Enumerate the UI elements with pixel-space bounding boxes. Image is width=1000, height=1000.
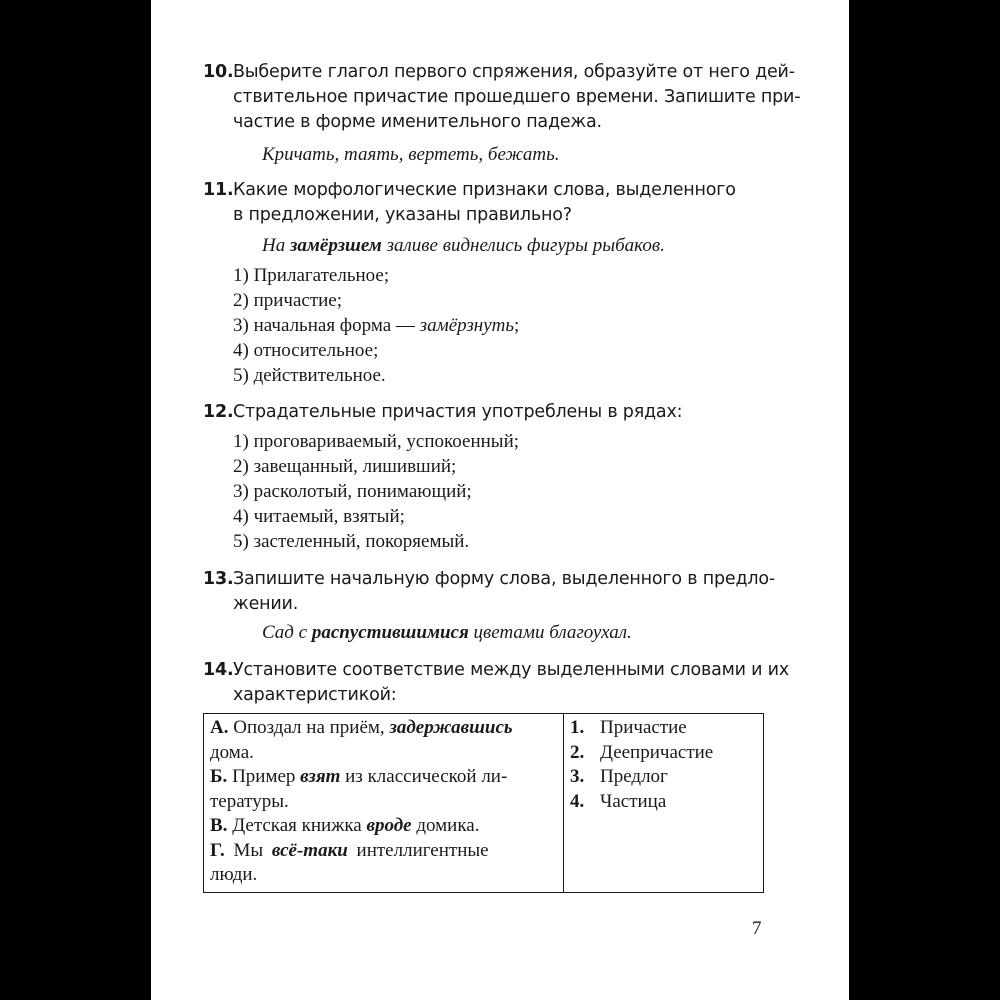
- characteristic: [570, 716, 757, 741]
- option: [233, 313, 519, 338]
- highlighted-word: задержавшись: [389, 717, 513, 738]
- item-text: Пример: [227, 766, 301, 787]
- example-text: заливе виднелись фигуры рыбаков.: [381, 235, 665, 256]
- characteristic-label: Частица: [600, 790, 667, 812]
- item-text: Детская книжка: [227, 815, 367, 836]
- question-text: характеристикой:: [233, 685, 397, 705]
- characteristic-label: Деепричастие: [600, 741, 714, 763]
- question-text: частие в форме именительного падежа.: [233, 112, 602, 132]
- item-letter: Г.: [210, 839, 225, 861]
- option: 2) завещанный, лишивший;: [233, 456, 457, 477]
- items-column: [204, 714, 564, 893]
- highlighted-word: взят: [300, 766, 341, 787]
- question-13: [203, 567, 778, 617]
- option-punct: ;: [514, 315, 520, 336]
- option: 4) относительное;: [233, 340, 379, 361]
- option: 2) причастие;: [233, 290, 343, 311]
- question-text: Запишите начальную форму слова, выделенного в предло-: [233, 569, 775, 589]
- characteristic-label: Предлог: [600, 766, 668, 787]
- answer-options: [233, 429, 519, 554]
- answer-options: [233, 263, 519, 388]
- highlighted-word: замёрзшем: [289, 235, 382, 256]
- option: 3) расколотый, понимающий;: [233, 481, 472, 502]
- item-letter: В.: [210, 815, 228, 836]
- characteristic-label: Причастие: [600, 717, 687, 738]
- item-v: [210, 814, 557, 839]
- item-text: из классической ли-: [340, 766, 508, 787]
- question-number: 13.: [203, 569, 234, 589]
- option-text: 3) начальная форма —: [233, 315, 420, 336]
- question-text: ствительное причастие прошедшего времени. Запишите при-: [233, 87, 801, 107]
- option: 5) действительное.: [233, 365, 386, 386]
- characteristic-number: 2.: [570, 741, 585, 763]
- characteristic: [570, 765, 757, 790]
- option: 1) проговариваемый, успокоенный;: [233, 431, 520, 452]
- example-text: цветами благоухал.: [468, 622, 632, 643]
- option-italic-word: замёрзнуть: [419, 315, 515, 336]
- book-page: [151, 0, 849, 1000]
- characteristic-number: 3.: [570, 766, 585, 787]
- question-number: 12.: [203, 402, 234, 422]
- item-text: дома.: [210, 741, 254, 763]
- highlighted-word: распустившимися: [311, 622, 469, 643]
- highlighted-word: вроде: [366, 815, 412, 836]
- item-text: интеллигентные: [347, 839, 489, 861]
- question-text: Какие морфологические признаки слова, выделенного: [233, 180, 736, 200]
- question-14: [203, 658, 789, 708]
- example-sentence: [262, 233, 665, 258]
- matching-table: [203, 713, 764, 893]
- characteristic: [570, 790, 757, 815]
- question-number: 11.: [203, 180, 234, 200]
- option: 1) Прилагательное;: [233, 265, 390, 286]
- item-a: [210, 716, 557, 741]
- example-sentence: Кричать, таять, вертеть, бежать.: [262, 144, 560, 165]
- characteristic-number: 1.: [570, 717, 585, 738]
- item-text: люди.: [210, 864, 258, 885]
- question-11: [203, 178, 778, 228]
- example-text: На: [262, 235, 290, 256]
- item-letter: А.: [210, 717, 229, 738]
- item-g: [210, 839, 557, 864]
- item-text: домика.: [411, 815, 480, 836]
- characteristic: [570, 741, 757, 766]
- example-sentence: [262, 620, 632, 645]
- item-text: Мы: [224, 839, 272, 861]
- question-number: 10.: [203, 62, 234, 82]
- page-number: 7: [752, 918, 762, 939]
- item-text: Опоздал на приём,: [228, 717, 390, 738]
- question-text: Страдательные причастия употреблены в рядах:: [233, 402, 683, 422]
- example-text: Сад с: [262, 622, 312, 643]
- question-text: жении.: [233, 594, 299, 614]
- question-10: [203, 60, 801, 135]
- highlighted-word: всё-таки: [271, 839, 348, 861]
- question-text: Установите соответствие между выделенными словами и их: [233, 660, 789, 680]
- characteristic-number: 4.: [570, 790, 585, 812]
- item-b: [210, 765, 557, 790]
- option: 5) застеленный, покоряемый.: [233, 531, 470, 552]
- characteristics-column: [564, 714, 764, 893]
- question-text: Выберите глагол первого спряжения, образуйте от него дей-: [233, 62, 795, 82]
- question-text: в предложении, указаны правильно?: [233, 205, 572, 225]
- option: 4) читаемый, взятый;: [233, 506, 405, 527]
- item-text: тературы.: [210, 790, 289, 812]
- question-12: [203, 400, 778, 425]
- item-letter: Б.: [210, 766, 228, 787]
- question-number: 14.: [203, 660, 234, 680]
